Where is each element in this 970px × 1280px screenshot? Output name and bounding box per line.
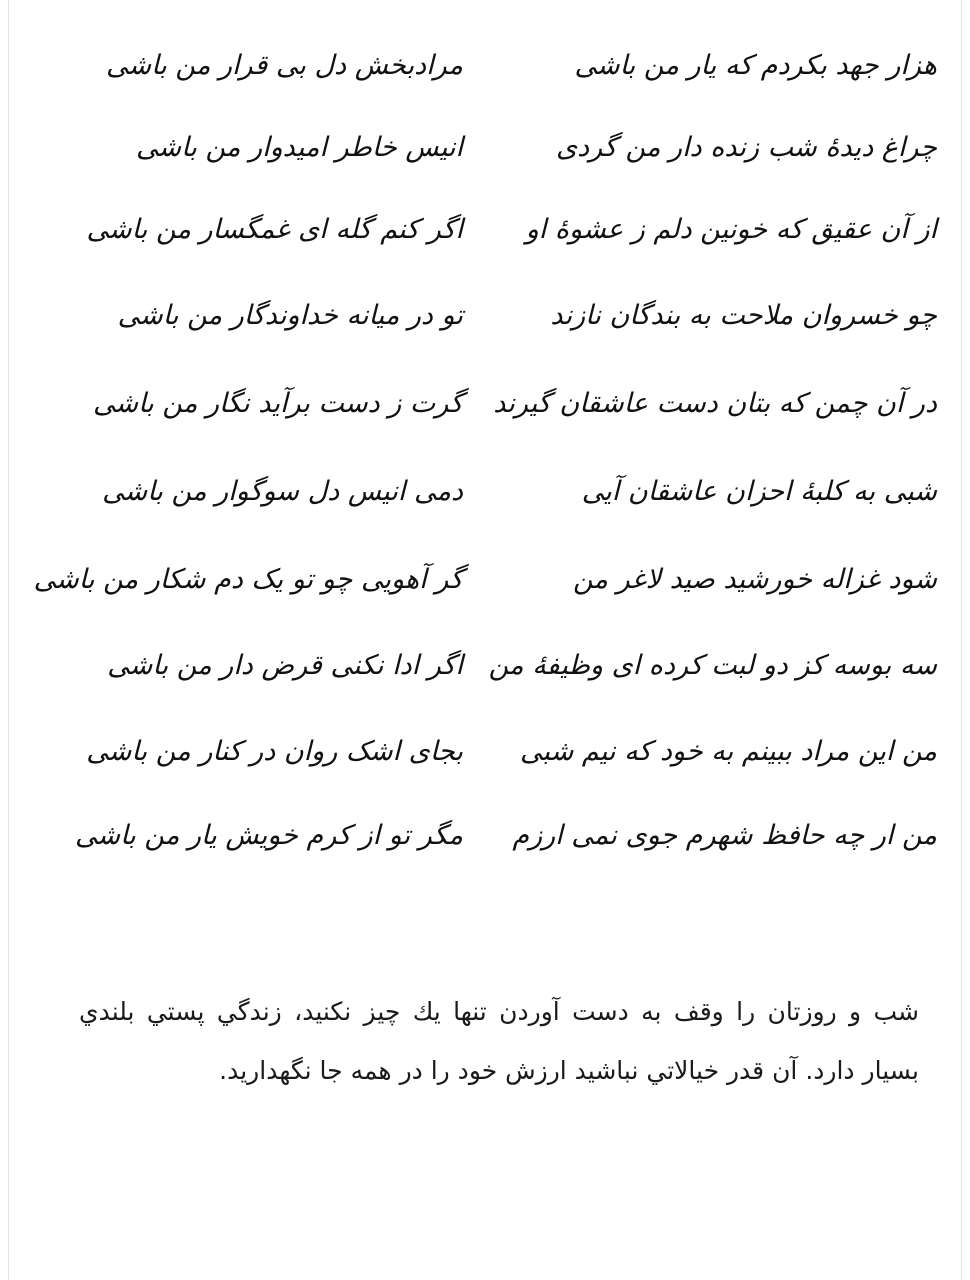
hemistich-right: هزار جهد بکردم که یار من باشی: [574, 50, 937, 81]
prose-paragraph: شب و روزتان را وقف به دست آوردن تنها يك چيز نكنيد، زندگي پستي بلندي بسيار دارد. آن قدر خيالاتي نباشيد ارزش خود را در همه جا نگهداريد.: [79, 997, 919, 1085]
hemistich-right: در آن چمن که بتان دست عاشقان گیرند: [493, 388, 937, 419]
couplet: [9, 118, 963, 178]
hemistich-right: سه بوسه کز دو لبت کرده ای وظیفهٔ من: [488, 650, 937, 681]
hemistich-left: تو در میانه خداوندگار من باشی: [117, 300, 463, 331]
couplet: [9, 36, 963, 96]
couplet: [9, 200, 963, 260]
hemistich-left: مرادبخش دل بی قرار من باشی: [105, 50, 463, 81]
hemistich-left: دمی انیس دل سوگوار من باشی: [102, 476, 463, 507]
couplet: [9, 286, 963, 346]
hemistich-right: من ار چه حافظ شهرم جوی نمی ارزم: [512, 820, 937, 851]
hemistich-left: بجای اشک روان در کنار من باشی: [86, 736, 463, 767]
hemistich-left: اگر ادا نکنی قرض دار من باشی: [107, 650, 463, 681]
hemistich-right: چو خسروان ملاحت به بندگان نازند: [550, 300, 937, 331]
hemistich-right: از آن عقیق که خونین دلم ز عشوهٔ او: [525, 214, 937, 245]
hemistich-right: من این مراد ببینم به خود که نیم شبی: [520, 736, 937, 767]
page: [8, 0, 962, 1280]
poem: [9, 36, 963, 851]
hemistich-left: اگر کنم گله ای غمگسار من باشی: [86, 214, 463, 245]
hemistich-left: گر آهویی چو تو یک دم شکار من باشی: [33, 564, 463, 595]
couplet: [9, 374, 963, 434]
hemistich-left: گرت ز دست برآید نگار من باشی: [92, 388, 463, 419]
hemistich-left: مگر تو از کرم خویش یار من باشی: [74, 820, 463, 851]
couplet: [9, 636, 963, 696]
hemistich-right: شود غزاله خورشید صید لاغر من: [572, 564, 937, 595]
couplet: [9, 462, 963, 522]
hemistich-left: انیس خاطر امیدوار من باشی: [136, 132, 463, 163]
couplet: [9, 806, 963, 866]
hemistich-right: چراغ دیدهٔ شب زنده دار من گردی: [555, 132, 937, 163]
couplet: [9, 550, 963, 610]
hemistich-right: شبی به کلبهٔ احزان عاشقان آیی: [581, 476, 937, 507]
couplet: [9, 722, 963, 782]
